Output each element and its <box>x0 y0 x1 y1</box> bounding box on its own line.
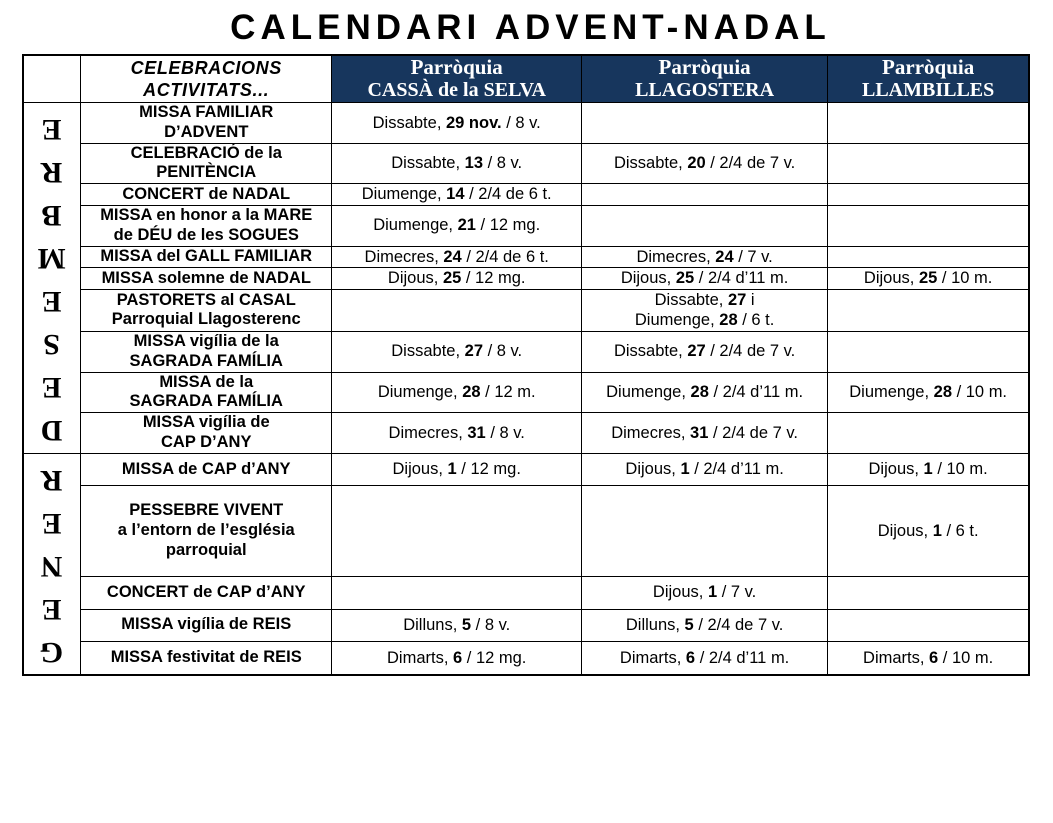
activity-cell <box>80 577 332 609</box>
activity-line: MISSA del GALL FAMILIAR <box>100 246 313 265</box>
table-row <box>23 577 1029 609</box>
schedule-cell-llagostera <box>581 184 827 206</box>
table-body <box>23 103 1029 675</box>
schedule-day: 25 <box>442 269 462 288</box>
table-row <box>23 143 1029 184</box>
schedule-time: / 2/4 de 7 v. <box>693 615 784 634</box>
schedule-time: / 12 mg. <box>461 269 526 288</box>
schedule-weekday: Diumenge, <box>373 216 458 235</box>
table-row <box>23 103 1029 144</box>
schedule-day: 1 <box>707 583 718 602</box>
activity-line: Parroquial Llagosterenc <box>111 310 301 329</box>
schedule-day: 21 <box>457 216 476 235</box>
schedule-line <box>828 382 1028 403</box>
schedule-weekday: Dijous, <box>652 583 708 602</box>
schedule-cell-cassa <box>332 486 581 577</box>
schedule-time: / 2/4 de 7 v. <box>708 423 798 442</box>
table-row <box>23 372 1029 413</box>
schedule-weekday: Diumenge, <box>606 383 691 402</box>
month-label-text: DESEMBRE <box>34 103 68 448</box>
schedule-cell-cassa <box>332 577 581 609</box>
schedule-line <box>332 648 580 669</box>
schedule-time: / 8 v. <box>483 342 523 361</box>
schedule-weekday: Dissabte, <box>613 154 688 173</box>
activity-cell <box>80 609 332 641</box>
schedule-day: 25 <box>918 269 938 288</box>
schedule-line <box>582 382 827 403</box>
activity-line: SAGRADA FAMÍLIA <box>129 351 283 370</box>
table-row <box>23 486 1029 577</box>
schedule-line <box>332 341 580 362</box>
activity-cell <box>80 268 332 290</box>
schedule-weekday: Dilluns, <box>625 615 685 634</box>
schedule-cell-llagostera <box>581 268 827 290</box>
schedule-day: 1 <box>932 521 942 540</box>
schedule-time: / 10 m. <box>938 648 994 667</box>
activity-line: MISSA festivitat de REIS <box>110 647 302 666</box>
schedule-weekday: Diumenge, <box>377 383 463 402</box>
schedule-line <box>828 459 1028 480</box>
schedule-line <box>332 459 580 480</box>
schedule-cell-cassa <box>332 332 581 373</box>
schedule-time: / 7 v. <box>733 247 773 266</box>
schedule-day: 27 <box>464 342 483 361</box>
schedule-cell-cassa <box>332 143 581 184</box>
schedule-day: 1 <box>680 460 690 479</box>
table-row <box>23 332 1029 373</box>
schedule-cell-cassa <box>332 372 581 413</box>
schedule-day: 27 <box>727 290 747 309</box>
schedule-time: / 12 mg. <box>456 460 521 479</box>
schedule-line <box>582 423 827 444</box>
activity-cell <box>80 289 332 331</box>
header-activities-line1: CELEBRACIONS <box>130 57 282 78</box>
schedule-line <box>332 113 580 134</box>
table-header <box>23 55 1029 103</box>
schedule-weekday: Dissabte, <box>372 113 446 132</box>
activity-line: MISSA de la <box>159 372 254 391</box>
schedule-cell-cassa <box>332 103 581 144</box>
schedule-line <box>582 648 827 669</box>
schedule-time: / 8 v. <box>485 423 525 442</box>
schedule-line <box>828 648 1028 669</box>
activity-line: MISSA FAMILIAR <box>139 103 274 122</box>
schedule-day: 1 <box>923 460 933 479</box>
schedule-line <box>582 247 827 268</box>
page-title: CALENDARI ADVENT-NADAL <box>230 8 831 47</box>
schedule-time: / 10 m. <box>952 383 1008 402</box>
schedule-time: / 2/4 de 7 v. <box>705 154 796 173</box>
schedule-line <box>582 341 827 362</box>
schedule-day: 6 <box>929 648 939 667</box>
schedule-cell-llambilles <box>828 184 1029 206</box>
month-label-desembre <box>23 103 80 454</box>
schedule-cell-llagostera <box>581 143 827 184</box>
header-parish-llambilles <box>828 55 1029 103</box>
schedule-cell-llagostera <box>581 103 827 144</box>
activity-line: a l’entorn de l’església <box>117 521 295 540</box>
schedule-time: / 8 v. <box>471 615 511 634</box>
activity-cell <box>80 143 332 184</box>
schedule-cell-llambilles <box>828 289 1029 331</box>
schedule-cell-cassa <box>332 453 581 485</box>
activity-cell <box>80 413 332 454</box>
schedule-day: 13 <box>464 154 483 173</box>
table-row <box>23 609 1029 641</box>
schedule-cell-llagostera <box>581 372 827 413</box>
schedule-day: 6 <box>685 648 696 667</box>
schedule-cell-llagostera <box>581 486 827 577</box>
schedule-cell-llambilles <box>828 372 1029 413</box>
schedule-weekday: Dimarts, <box>863 648 930 667</box>
schedule-cell-llambilles <box>828 413 1029 454</box>
schedule-line <box>332 184 580 205</box>
activity-cell <box>80 486 332 577</box>
schedule-weekday: Dimecres, <box>388 423 468 442</box>
schedule-day: 20 <box>687 154 706 173</box>
header-parish-cassa-line2: CASSÀ de la SELVA <box>367 79 546 102</box>
schedule-time: / 7 v. <box>717 583 757 602</box>
schedule-cell-llambilles <box>828 609 1029 641</box>
schedule-cell-llambilles <box>828 268 1029 290</box>
schedule-weekday: Dijous, <box>625 460 681 479</box>
schedule-cell-cassa <box>332 641 581 674</box>
activity-line: CONCERT de CAP d’ANY <box>106 582 306 601</box>
schedule-time: / 6 t. <box>737 311 775 330</box>
schedule-day: 14 <box>446 185 465 204</box>
schedule-time: i <box>746 290 755 309</box>
schedule-weekday: Dijous, <box>620 269 676 288</box>
schedule-weekday: Dissabte, <box>391 154 465 173</box>
schedule-day: 25 <box>675 269 695 288</box>
activity-cell <box>80 641 332 674</box>
activity-line: PESSEBRE VIVENT <box>129 501 284 520</box>
table-row <box>23 268 1029 290</box>
schedule-day: 28 <box>933 383 952 402</box>
activity-cell <box>80 332 332 373</box>
schedule-day: 1 <box>447 460 457 479</box>
schedule-cell-llagostera <box>581 609 827 641</box>
schedule-weekday: Dimecres, <box>636 247 716 266</box>
schedule-line <box>828 521 1028 542</box>
schedule-weekday: Dimarts, <box>387 648 453 667</box>
schedule-time: / 10 m. <box>937 269 993 288</box>
schedule-weekday: Dijous, <box>868 460 924 479</box>
header-parish-llambilles-line2: LLAMBILLES <box>862 79 995 102</box>
schedule-time: / 2/4 de 7 v. <box>705 342 796 361</box>
schedule-day: 31 <box>467 423 486 442</box>
schedule-cell-llagostera <box>581 246 827 268</box>
activity-line: MISSA vigília de <box>142 413 270 432</box>
schedule-weekday: Dissabte, <box>654 290 728 309</box>
schedule-cell-llambilles <box>828 577 1029 609</box>
schedule-cell-llagostera <box>581 205 827 246</box>
schedule-time: / 2/4 de 6 t. <box>464 185 552 204</box>
schedule-cell-llambilles <box>828 332 1029 373</box>
schedule-cell-llambilles <box>828 143 1029 184</box>
schedule-cell-cassa <box>332 246 581 268</box>
header-parish-cassa <box>332 55 581 103</box>
schedule-day: 5 <box>461 615 472 634</box>
table-row <box>23 205 1029 246</box>
schedule-line <box>332 268 580 289</box>
schedule-cell-llagostera <box>581 453 827 485</box>
schedule-cell-llambilles <box>828 246 1029 268</box>
table-row <box>23 246 1029 268</box>
header-activities-line2: ACTIVITATS... <box>143 80 270 101</box>
activity-line: MISSA vigília de REIS <box>121 615 292 634</box>
schedule-time: / 12 mg. <box>475 216 541 235</box>
activity-line: MISSA en honor a la MARE <box>100 205 313 224</box>
schedule-time: / 8 v. <box>501 113 541 132</box>
activity-line: PASTORETS al CASAL <box>116 290 296 309</box>
activity-cell <box>80 453 332 485</box>
schedule-line <box>582 153 827 174</box>
schedule-cell-llagostera <box>581 577 827 609</box>
schedule-weekday: Dijous, <box>387 269 443 288</box>
schedule-line <box>332 215 580 236</box>
schedule-weekday: Dissabte, <box>613 342 688 361</box>
schedule-time: / 2/4 d’11 m. <box>708 383 804 402</box>
schedule-line <box>582 310 827 331</box>
schedule-time: / 2/4 d’11 m. <box>695 648 790 667</box>
activity-line: MISSA de CAP d’ANY <box>121 459 291 478</box>
header-parish-llagostera <box>581 55 827 103</box>
activity-line: MISSA vigília de la <box>133 332 279 350</box>
activity-cell <box>80 205 332 246</box>
schedule-day: 5 <box>684 615 694 634</box>
activity-line: parroquial <box>165 541 247 560</box>
schedule-cell-llambilles <box>828 486 1029 577</box>
schedule-weekday: Dissabte, <box>391 342 465 361</box>
schedule-weekday: Diumenge, <box>849 383 934 402</box>
schedule-weekday: Dimarts, <box>619 648 686 667</box>
schedule-day: 29 nov. <box>446 113 502 132</box>
schedule-cell-cassa <box>332 184 581 206</box>
schedule-weekday: Dilluns, <box>403 615 462 634</box>
schedule-cell-cassa <box>332 205 581 246</box>
schedule-line <box>332 382 580 403</box>
activity-cell <box>80 103 332 144</box>
schedule-day: 28 <box>462 383 481 402</box>
header-blank-cell <box>23 55 80 103</box>
activity-line: MISSA solemne de NADAL <box>101 268 311 287</box>
schedule-day: 24 <box>715 247 734 266</box>
schedule-time: / 12 m. <box>480 383 536 402</box>
schedule-time: / 8 v. <box>483 154 523 173</box>
schedule-cell-cassa <box>332 268 581 290</box>
table-row <box>23 289 1029 331</box>
schedule-cell-llagostera <box>581 413 827 454</box>
header-parish-llagostera-line1: Parròquia <box>658 55 751 79</box>
header-activities <box>80 55 332 103</box>
schedule-cell-llagostera <box>581 332 827 373</box>
table-row <box>23 641 1029 674</box>
schedule-line <box>332 615 580 636</box>
schedule-time: / 2/4 de 6 t. <box>461 247 549 266</box>
schedule-line <box>332 423 580 444</box>
activity-cell <box>80 246 332 268</box>
schedule-cell-llambilles <box>828 453 1029 485</box>
table-row <box>23 413 1029 454</box>
schedule-day: 28 <box>719 311 738 330</box>
schedule-cell-cassa <box>332 289 581 331</box>
schedule-weekday: Diumenge, <box>361 185 447 204</box>
activity-cell <box>80 372 332 413</box>
schedule-time: / 10 m. <box>932 460 988 479</box>
schedule-weekday: Dimecres, <box>611 423 691 442</box>
schedule-weekday: Dimecres, <box>364 247 444 266</box>
activity-line: CONCERT de NADAL <box>122 184 291 203</box>
header-parish-cassa-line1: Parròquia <box>410 55 503 79</box>
activity-line: PENITÈNCIA <box>156 163 257 182</box>
activity-line: CAP D’ANY <box>161 432 252 451</box>
schedule-weekday: Diumenge, <box>634 311 720 330</box>
schedule-line <box>582 290 827 311</box>
schedule-line <box>582 582 827 603</box>
schedule-line <box>332 153 580 174</box>
table-row <box>23 184 1029 206</box>
calendar-table <box>22 54 1030 676</box>
schedule-line <box>582 459 827 480</box>
activity-line: CELEBRACIÓ de la <box>130 143 282 162</box>
schedule-day: 27 <box>687 342 706 361</box>
schedule-line <box>332 247 580 268</box>
activity-cell <box>80 184 332 206</box>
schedule-cell-cassa <box>332 413 581 454</box>
schedule-cell-llambilles <box>828 103 1029 144</box>
schedule-day: 28 <box>690 383 709 402</box>
month-label-gener <box>23 453 80 675</box>
schedule-cell-llagostera <box>581 289 827 331</box>
activity-line: de DÉU de les SOGUES <box>113 225 299 244</box>
schedule-time: / 12 mg. <box>462 648 527 667</box>
schedule-weekday: Dijous, <box>392 460 448 479</box>
schedule-line <box>828 268 1028 289</box>
table-row <box>23 453 1029 485</box>
schedule-weekday: Dijous, <box>863 269 919 288</box>
schedule-day: 31 <box>690 423 709 442</box>
month-label-text: GENER <box>34 453 68 669</box>
schedule-cell-llambilles <box>828 641 1029 674</box>
activity-line: SAGRADA FAMÍLIA <box>129 392 283 411</box>
schedule-cell-llambilles <box>828 205 1029 246</box>
schedule-time: / 6 t. <box>941 521 979 540</box>
schedule-weekday: Dijous, <box>877 521 933 540</box>
header-parish-llambilles-line1: Parròquia <box>882 55 975 79</box>
header-row <box>23 55 1029 103</box>
schedule-line <box>582 268 827 289</box>
activity-line: D’ADVENT <box>164 122 249 141</box>
page-title-bar <box>22 6 1039 54</box>
schedule-time: / 2/4 d’11 m. <box>689 460 784 479</box>
schedule-line <box>582 615 827 636</box>
header-parish-llagostera-line2: LLAGOSTERA <box>635 79 775 102</box>
schedule-time: / 2/4 d’11 m. <box>694 269 789 288</box>
schedule-cell-llagostera <box>581 641 827 674</box>
schedule-day: 6 <box>453 648 463 667</box>
schedule-day: 24 <box>443 247 462 266</box>
schedule-cell-cassa <box>332 609 581 641</box>
